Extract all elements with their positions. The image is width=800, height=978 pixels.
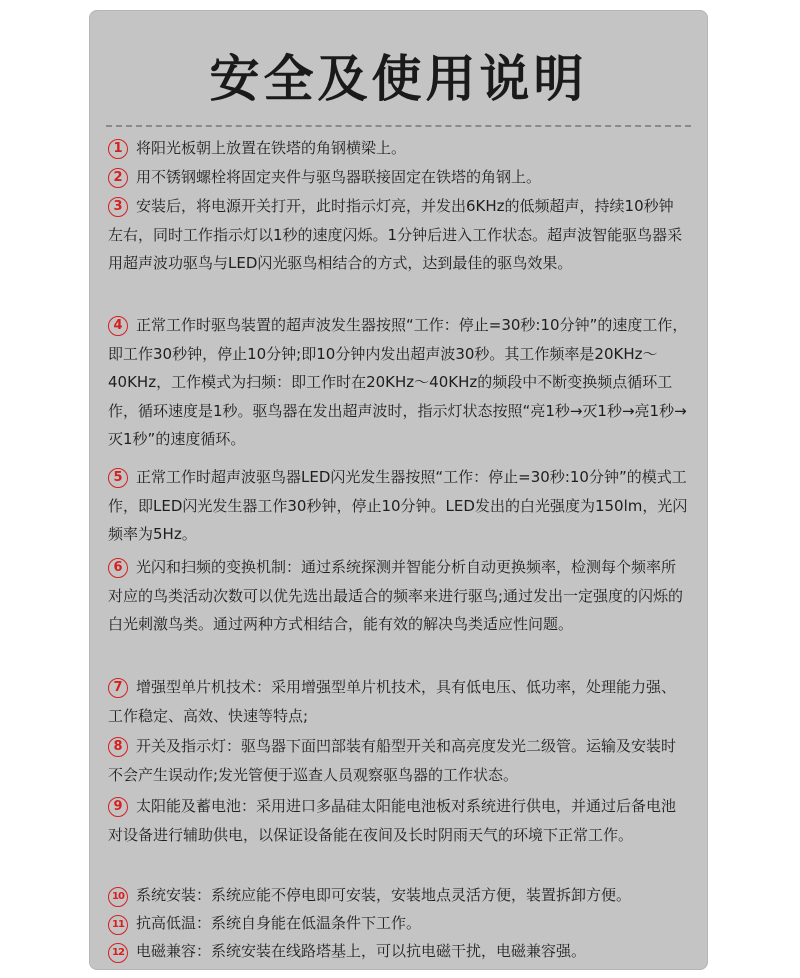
circled-number-badge: 4: [108, 316, 128, 336]
list-item: [108, 192, 688, 278]
circled-number-badge: 10: [108, 887, 128, 907]
list-item: [108, 937, 688, 966]
item-text: 开关及指示灯：驱鸟器下面凹部装有船型开关和高亮度发光二级管。运输及安装时不会产生误动作;发光管便于巡查人员观察驱鸟器的工作状态。: [108, 737, 677, 784]
item-text: 增强型单片机技术：采用增强型单片机技术，具有低电压、低功率，处理能力强、工作稳定、高效、快速等特点;: [108, 678, 677, 725]
dashed-divider: [106, 125, 691, 127]
item-text: 电磁兼容：系统安装在线路塔基上，可以抗电磁干扰，电磁兼容强。: [136, 942, 587, 960]
list-item: [108, 463, 688, 549]
item-text: 安装后，将电源开关打开，此时指示灯亮，并发出6KHz的低频超声，持续10秒钟左右，同时工作指示灯以1秒的速度闪烁。1分钟后进入工作状态。超声波智能驱鸟器采用超声波功驱鸟与LED闪光驱鸟相结合的方式，达到最佳的驱鸟效果。: [108, 197, 683, 272]
circled-number-badge: 7: [108, 678, 128, 698]
instructions-panel: [89, 10, 708, 970]
item-text: 正常工作时超声波驱鸟器LED闪光发生器按照“工作：停止=30秒:10分钟”的模式工作，即LED闪光发生器工作30秒钟，停止10分钟。LED发出的白光强度为150lm，光闪频率为5Hz。: [108, 468, 688, 543]
item-text: 将阳光板朝上放置在铁塔的角钢横梁上。: [136, 139, 407, 157]
circled-number-badge: 5: [108, 468, 128, 488]
item-text: 抗高低温：系统自身能在低温条件下工作。: [136, 914, 422, 932]
list-item: [108, 163, 688, 192]
item-text: 正常工作时驱鸟装置的超声波发生器按照“工作：停止=30秒:10分钟”的速度工作，即工作30秒钟，停止10分钟;即10分钟内发出超声波30秒。其工作频率是20KHz～40KHz，工作模式为扫频：即工作时在20KHz～40KHz的频段中不断变换频点循环工作，循环速度是1秒。驱鸟器在发出超声波时，指示灯状态按照“亮1秒→灭1秒→亮1秒→灭1秒”的速度循环。: [108, 316, 688, 448]
item-text: 太阳能及蓄电池：采用进口多晶硅太阳能电池板对系统进行供电，并通过后备电池对设备进行辅助供电，以保证设备能在夜间及长时阴雨天气的环境下正常工作。: [108, 797, 677, 844]
list-item: [108, 134, 688, 163]
page-title: 安全及使用说明: [209, 50, 588, 108]
list-item: [108, 881, 688, 910]
list-item: [108, 553, 688, 639]
item-text: 光闪和扫频的变换机制：通过系统探测并智能分析自动更换频率，检测每个频率所对应的鸟类活动次数可以优先选出最适合的频率来进行驱鸟;通过发出一定强度的闪烁的白光刺激鸟类。通过两种方式相结合，能有效的解决鸟类适应性问题。: [108, 558, 684, 633]
item-text: 系统安装：系统应能不停电即可安装，安装地点灵活方便，装置拆卸方便。: [136, 886, 632, 904]
list-item: [108, 792, 688, 849]
list-item: [108, 909, 688, 938]
list-item: [108, 732, 688, 789]
circled-number-badge: 11: [108, 915, 128, 935]
list-item: [108, 673, 688, 730]
circled-number-badge: 12: [108, 943, 128, 963]
circled-number-badge: 8: [108, 737, 128, 757]
circled-number-badge: 9: [108, 797, 128, 817]
circled-number-badge: 6: [108, 558, 128, 578]
item-text: 用不锈钢螺栓将固定夹件与驱鸟器联接固定在铁塔的角钢上。: [136, 168, 542, 186]
circled-number-badge: 3: [108, 197, 128, 217]
circled-number-badge: 1: [108, 139, 128, 159]
circled-number-badge: 2: [108, 168, 128, 188]
list-item: [108, 311, 688, 454]
